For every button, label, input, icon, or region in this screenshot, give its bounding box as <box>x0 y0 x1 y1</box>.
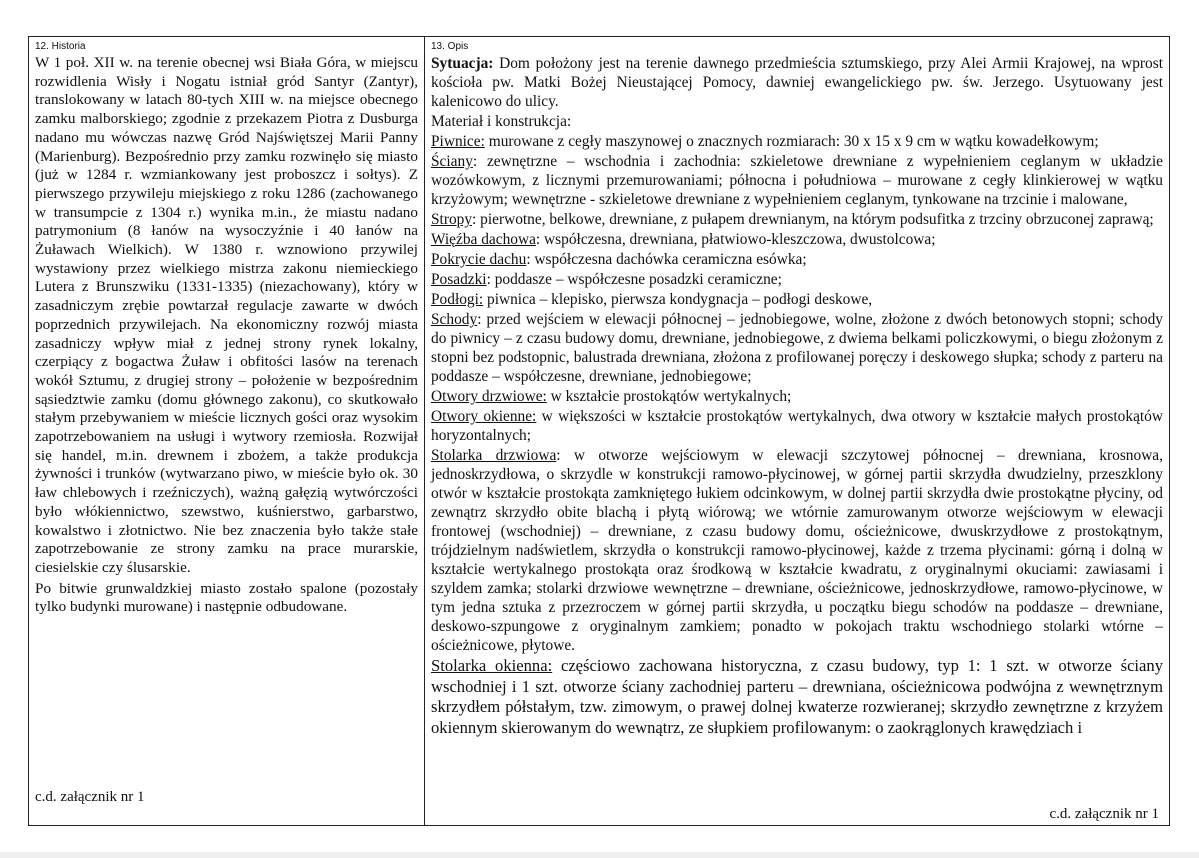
item-otwory-okienne <box>431 407 1163 445</box>
situation-paragraph <box>431 54 1163 111</box>
description-column <box>424 36 1170 826</box>
item-label: Posadzki <box>431 271 487 288</box>
item-text: częściowo zachowana historyczna, z czasu budowy, typ 1: 1 szt. w otworze ściany wschodniej i 1 szt. otworze ściany zachodniej parteru – drewniana, ościeżnicowa podwójna z wewnętrznym skrzydłem półstałym, tzw. zimowym, o prawej dolnej kwaterze rozwieranej; skrzydło zewnętrzne z krzyżem okiennym skierowanym do wewnątrz, ze słupkiem profilowanym: o zaokrąglonych krawędziach i <box>431 656 1163 737</box>
item-text: w kształcie prostokątów wertykalnych; <box>546 388 792 405</box>
situation-text: Dom położony jest na terenie dawnego przedmieścia sztumskiego, przy Alei Armii Krajowej, na wprost kościoła pw. Matki Bożej Nieustającej Pomocy, dawniej ewangelickiego pw. św. Jerzego. Usytuowany jest kalenicowo do ulicy. <box>431 55 1163 110</box>
item-schody <box>431 310 1163 386</box>
item-otwory-drzwiowe <box>431 387 1163 406</box>
item-text: murowane z cegły maszynowej o znacznych rozmiarach: 30 x 15 x 9 cm w wątku kowadełkowym; <box>484 133 1099 150</box>
material-heading: Materiał i konstrukcja: <box>431 113 572 130</box>
item-posadzki <box>431 270 1163 289</box>
item-pokrycie <box>431 250 1163 269</box>
item-text: : pierwotne, belkowe, drewniane, z pułapem drewnianym, na którym podsufitka z trzciny obrzuconej zaprawą; <box>472 211 1154 228</box>
item-label: Stropy <box>431 211 473 228</box>
item-text: : współczesna dachówka ceramiczna esówka; <box>526 251 807 268</box>
item-text: piwnica – klepisko, pierwsza kondygnacja – podłogi deskowe, <box>483 291 873 308</box>
description-continuation-note: c.d. załącznik nr 1 <box>1049 806 1159 822</box>
item-piwnice <box>431 132 1163 151</box>
item-label: Schody <box>431 311 478 328</box>
item-text: : w otworze wejściowym w elewacji szczytowej północnej – drewniana, krosnowa, jednoskrzydłowa, o skrzydle w konstrukcji ramowo-płycinowej, w górnej partii skrzydła dwudzielny, przeszklony otwór w kształcie prostokąta zamkniętego łukiem odcinkowym, w dolnej partii skrzydła dwie prostokątne płyciny, od zewnątrz skrzydło obite blachą i płytą wiórową; we wtórnie zamurowanym otworze wejściowym w elewacji frontowej (wschodniej) – drewniane, z czasu budowy domu, ościeżnicowe, dwuskrzydłowe z prostokątnym, trójdzielnym nadświetlem, skrzydła o konstrukcji ramowo-płycinowej, każde z trzema płycinami: górną i dolną w kształcie wertykalnego prostokąta oraz środkową w kształcie kwadratu, z oryginalnymi okuciami: zawiasami i szyldem zamka; stolarki drzwiowe wewnętrzne – drewniane, ościeżnicowe, jednoskrzydłowe, ramowo-płycinowe, w tym jedna sztuka z przezroczem w górnej partii skrzydła, u początku biegu schodów na poddasze – drewniane, deskowo-szpungowe z oryginalnym zamkiem; ponadto w pokojach traktu wschodniego stolarki wtórne – ościeżnicowe, płytowe. <box>431 447 1163 654</box>
item-podlogi <box>431 290 1163 309</box>
item-stropy <box>431 210 1163 229</box>
item-stolarka-drzwiowa <box>431 446 1163 655</box>
item-label: Stolarka drzwiowa <box>431 447 557 464</box>
page-bottom-edge <box>0 852 1199 858</box>
history-header: 12. Historia <box>35 41 86 52</box>
item-label: Otwory drzwiowe: <box>431 388 547 405</box>
item-label: Podłogi: <box>431 291 484 308</box>
item-sciany <box>431 152 1163 209</box>
item-label: Pokrycie dachu <box>431 251 527 268</box>
item-label: Więźba dachowa <box>431 231 536 248</box>
item-text: w większości w kształcie prostokątów wertykalnych, dwa otwory w kształcie małych prostokątów horyzontalnych; <box>431 408 1163 444</box>
description-header: 13. Opis <box>431 41 469 52</box>
item-text: : poddasze – współczesne posadzki ceramiczne; <box>486 271 782 288</box>
item-text: : przed wejściem w elewacji północnej – jednobiegowe, wolne, złożone z dwóch betonowych stopni; schody do piwnicy – z czasu budowy domu, drewniane, jednobiegowe, z dwiema belkami policzkowymi, o biegu złożonym z stopni bez podstopnic, balustrada drewniana, złożona z profilowanej poręczy i deskowego słupka; schody z parteru na poddasze – współczesne, drewniane, jednobiegowe; <box>431 311 1163 385</box>
item-label: Otwory okienne: <box>431 408 537 425</box>
item-stolarka-okienna <box>431 656 1163 738</box>
form-sheet <box>28 36 1170 826</box>
situation-label: Sytuacja: <box>431 55 494 72</box>
item-text: : zewnętrzne – wschodnia i zachodnia: szkieletowe drewniane z wypełnieniem ceglanym w układzie wozówkowym, z licznymi przemurowaniami; północna i południowa – murowane z cegły klinkierowej w wątku krzyżowym; wewnętrzne - szkieletowe drewniane z wypełnieniem ceglanym, tynkowane na trzcinie i malowane, <box>431 153 1163 208</box>
history-paragraph-2: Po bitwie grunwaldzkiej miasto zostało spalone (pozostały tylko budynki murowane) i następnie odbudowane. <box>35 579 418 616</box>
item-label: Piwnice: <box>431 133 485 150</box>
history-column <box>28 36 424 826</box>
history-continuation-note: c.d. załącznik nr 1 <box>35 789 145 805</box>
item-text: : współczesna, drewniana, płatwiowo-kleszczowa, dwustolcowa; <box>535 231 936 248</box>
item-wiezba <box>431 230 1163 249</box>
history-paragraph-1: W 1 poł. XII w. na terenie obecnej wsi Biała Góra, w miejscu rozwidlenia Wisły i Nogatu istniał gród Santyr (Zantyr), translokowany w latach 80-tych XIII w. na miejsce obecnego zamku malborskiego; zgodnie z przekazem Piotra z Dusburga nadano mu wówczas nazwę Gród Najświętszej Marii Panny (Marienburg). Bezpośrednio przy zamku rozwinęło się miasto (już w 1284 r. wzmiankowany jest proboszcz i sołtys). Z pierwszego przywileju miejskiego z roku 1286 (zachowanego w transumpcie z 1304 r.) wynika m.in., że miastu nadano patrymonium (8 łanów na wysoczyźnie i 40 łanów na Żuławach Wielkich). W 1380 r. wznowiono przywilej wystawiony przez wielkiego mistrza zakonu niemieckiego Lutera z Brunszwiku (1331-1335) (niezachowany), który w zasadniczym zrębie powtarzał regulacje zawarte w dwóch poprzednich przywilejach. Na ekonomiczny rozwój miasta zasadniczy wpływ miał z jednej strony rynek lokalny, czerpiący z bogactwa Żuław i obfitości lasów na terenach wokół Sztumu, z drugiej strony – położenie w bezpośrednim sąsiedztwie zamku (domu głównego zakonu), co skutkowało stałym przebywaniem w mieście licznych gości oraz wysokim zapotrzebowaniem na usługi i wytwory rzemiosła. Rozwijał się handel, m.in. drewnem i zbożem, a także produkcja żywności i trunków (wytwarzano piwo, w mieście było ok. 30 ław chlebowych i rzeźniczych), ważną gałęzią wytwórczości było włókiennictwo, szewstwo, kuśnierstwo, garbarstwo, kowalstwo i złotnictwo. Nie bez znaczenia było także stałe zapotrzebowanie ze strony zamku na prace murarskie, ciesielskie czy ślusarskie. <box>35 54 418 576</box>
item-label: Stolarka okienna: <box>431 656 553 675</box>
item-label: Ściany <box>431 153 473 170</box>
